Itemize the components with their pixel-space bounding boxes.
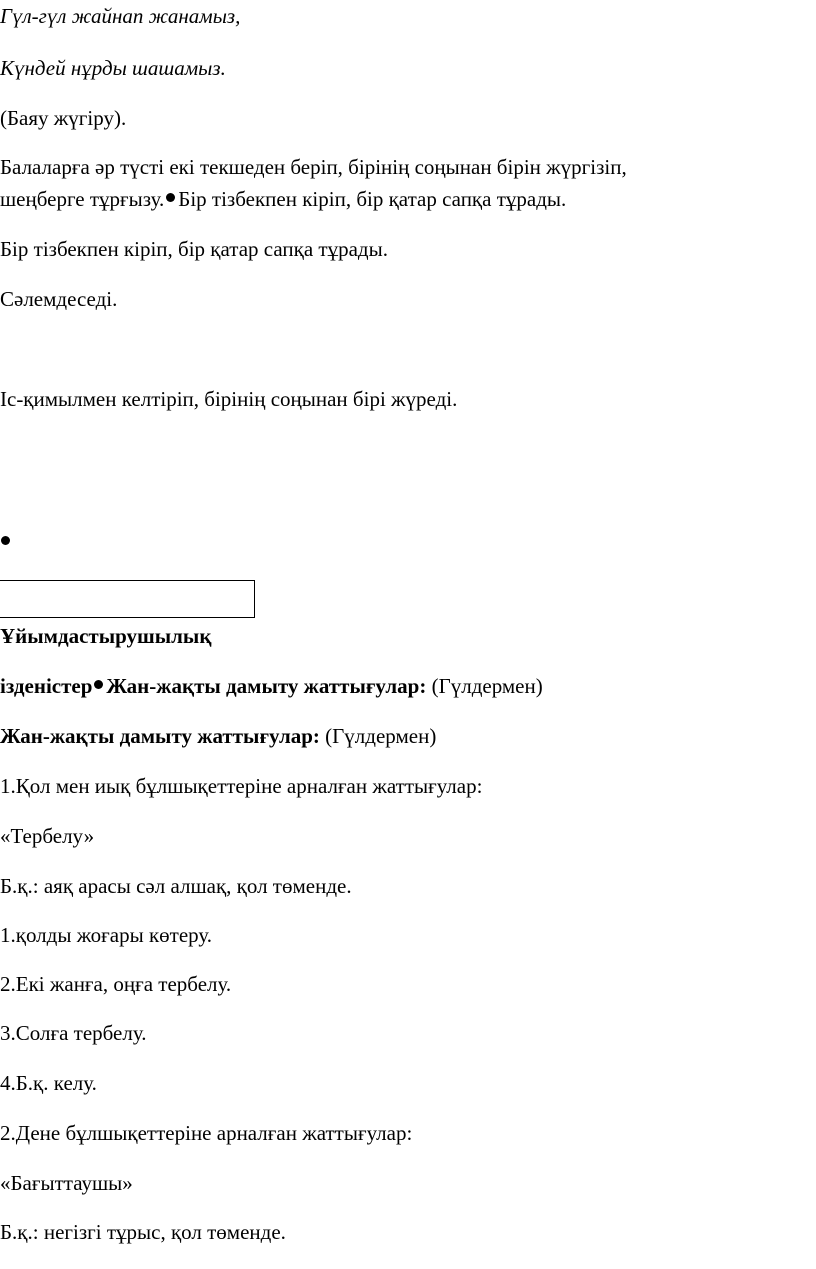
give-flowers-text-2	[0, 186, 566, 212]
exercise-line: «Тербелу»	[0, 824, 95, 848]
song-line-1: Гүл-гүл жайнап жанамыз,	[0, 4, 241, 28]
section-heading-2	[0, 673, 543, 699]
exercise-line: 3.Солға тербелу.	[0, 1021, 147, 1045]
section-heading-2c: (Гүлдермен)	[426, 674, 543, 698]
exercise-line: 2.Дене бұлшықеттеріне арналған жаттығулар:	[0, 1121, 413, 1145]
song-line-2: Күндей нұрды шашамыз.	[0, 56, 226, 80]
bullet-icon	[94, 680, 103, 689]
one-line-text: Бір тізбекпен кіріп, бір қатар сапқа тұрады.	[0, 237, 388, 261]
section-heading-2b: Жан-жақты дамыту жаттығулар:	[106, 674, 427, 698]
section-heading-1: Ұйымдастырушылық	[0, 624, 212, 648]
exercise-line: 2.Екі жанға, оңға тербелу.	[0, 972, 232, 996]
exercise-line: Б.қ.: негізгі тұрыс, қол төменде.	[0, 1220, 286, 1244]
give-flowers-text-1: Балаларға әр түсті екі текшеден беріп, бірінің соңынан бірін жүргізіп,	[0, 155, 627, 179]
action-text: Іс-қимылмен келтіріп, бірінің соңынан бірі жүреді.	[0, 387, 458, 411]
slow-run-text: (Баяу жүгіру).	[0, 106, 127, 130]
give-flowers-text-2b: Бір тізбекпен кіріп, бір қатар сапқа тұрады.	[178, 187, 567, 211]
greet-text: Сәлемдеседі.	[0, 287, 118, 311]
section-heading-2a: ізденістер	[0, 674, 93, 698]
bullet-icon	[1, 536, 10, 545]
give-flowers-text-2a: шеңберге тұрғызу.	[0, 187, 165, 211]
sub-heading	[0, 723, 436, 749]
exercise-line: 4.Б.қ. келу.	[0, 1071, 97, 1095]
exercise-line: 1.Қол мен иық бұлшықеттеріне арналған жаттығулар:	[0, 774, 483, 798]
sub-heading-bold: Жан-жақты дамыту жаттығулар:	[0, 724, 320, 748]
exercise-line: 1.қолды жоғары көтеру.	[0, 923, 213, 947]
bullet-icon	[166, 193, 175, 202]
sub-heading-normal: (Гүлдермен)	[319, 724, 437, 748]
exercise-line: «Бағыттаушы»	[0, 1171, 133, 1195]
exercise-line: Б.қ.: аяқ арасы сәл алшақ, қол төменде.	[0, 874, 352, 898]
empty-box	[0, 580, 255, 618]
